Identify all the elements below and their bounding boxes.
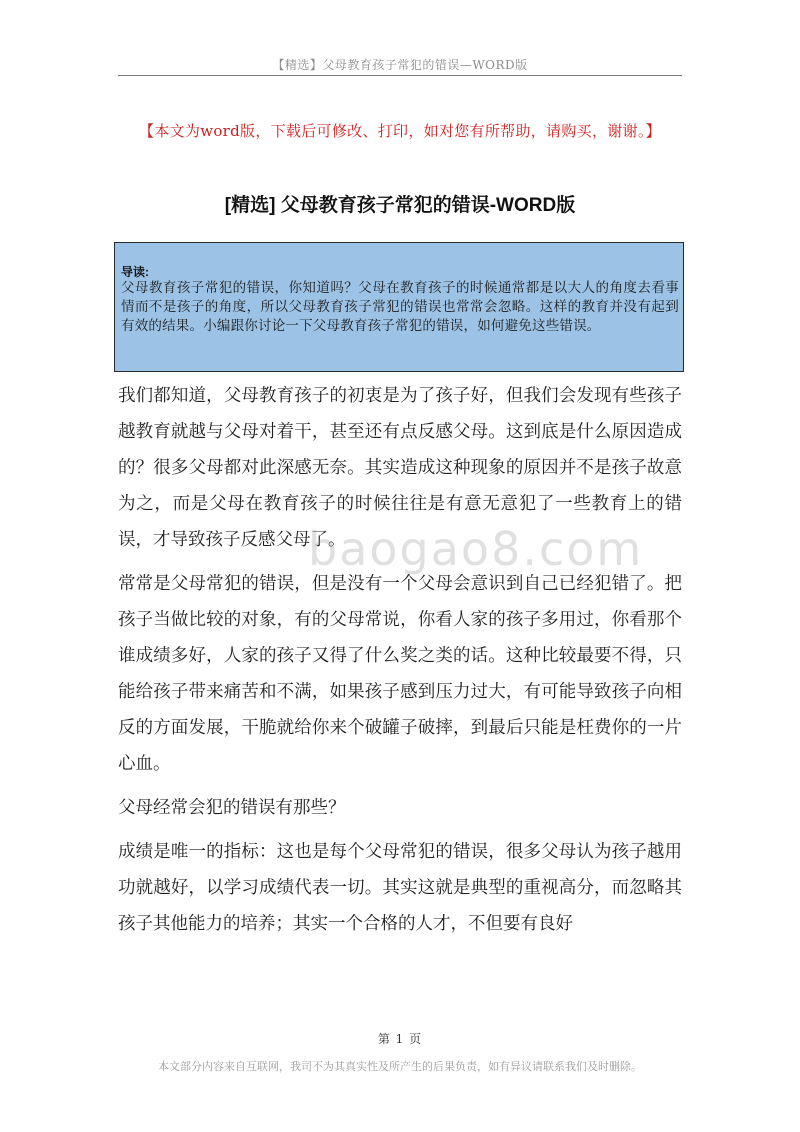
running-header: 【精选】父母教育孩子常犯的错误—WORD版 (272, 58, 528, 72)
paragraph: 父母经常会犯的错误有那些？ (118, 798, 346, 818)
summary-box (114, 242, 684, 372)
summary-text: 父母教育孩子常犯的错误，你知道吗？父母在教育孩子的时候通常都是以大人的角度去看事情而不是孩子的角度，所以父母教育孩子常犯的错误也常常会忽略。这样的教育并没有起到有效的结果。小编跟你讨论一下父母教育孩子常犯的错误，如何避免这些错误。 (121, 280, 679, 334)
page-number: 第 1 页 (377, 1032, 423, 1046)
footer-disclaimer: 本文部分内容来自互联网，我司不为其真实性及所产生的后果负责，如有异议请联系我们及时删除。 (158, 1060, 642, 1073)
summary-label: 导读: (121, 265, 149, 279)
watermark: baogao8.com (308, 522, 644, 576)
paragraph: 成绩是唯一的指标：这也是每个父母常犯的错误，很多父母认为孩子越用功就越好，以学习成绩代表一切。其实这就是典型的重视高分，而忽略其孩子其他能力的培养；其实一个合格的人才，不但要有良好 (118, 842, 682, 934)
body-text (118, 378, 682, 950)
word-version-notice: 【本文为word版，下载后可修改、打印，如对您有所帮助，请购买，谢谢。】 (139, 122, 661, 140)
paragraph: 常常是父母常犯的错误，但是没有一个父母会意识到自己已经犯错了。把孩子当做比较的对象，有的父母常说，你看人家的孩子多用过，你看那个谁成绩多好，人家的孩子又得了什么奖之类的话。这种比较最要不得，只能给孩子带来痛苦和不满，如果孩子感到压力过大，有可能导致孩子向相反的方面发展，干脆就给你来个破罐子破摔，到最后只能是枉费你的一片心血。 (118, 574, 682, 774)
paragraph: 我们都知道，父母教育孩子的初衷是为了孩子好，但我们会发现有些孩子越教育就越与父母对着干，甚至还有点反感父母。这到底是什么原因造成的？很多父母都对此深感无奈。其实造成这种现象的原因并不是孩子故意为之，而是父母在教育孩子的时候往往是有意无意犯了一些教育上的错误，才导致孩子反感父母了。 (118, 386, 682, 550)
document-title: [精选] 父母教育孩子常犯的错误-WORD版 (224, 195, 576, 216)
header-divider (118, 75, 682, 76)
